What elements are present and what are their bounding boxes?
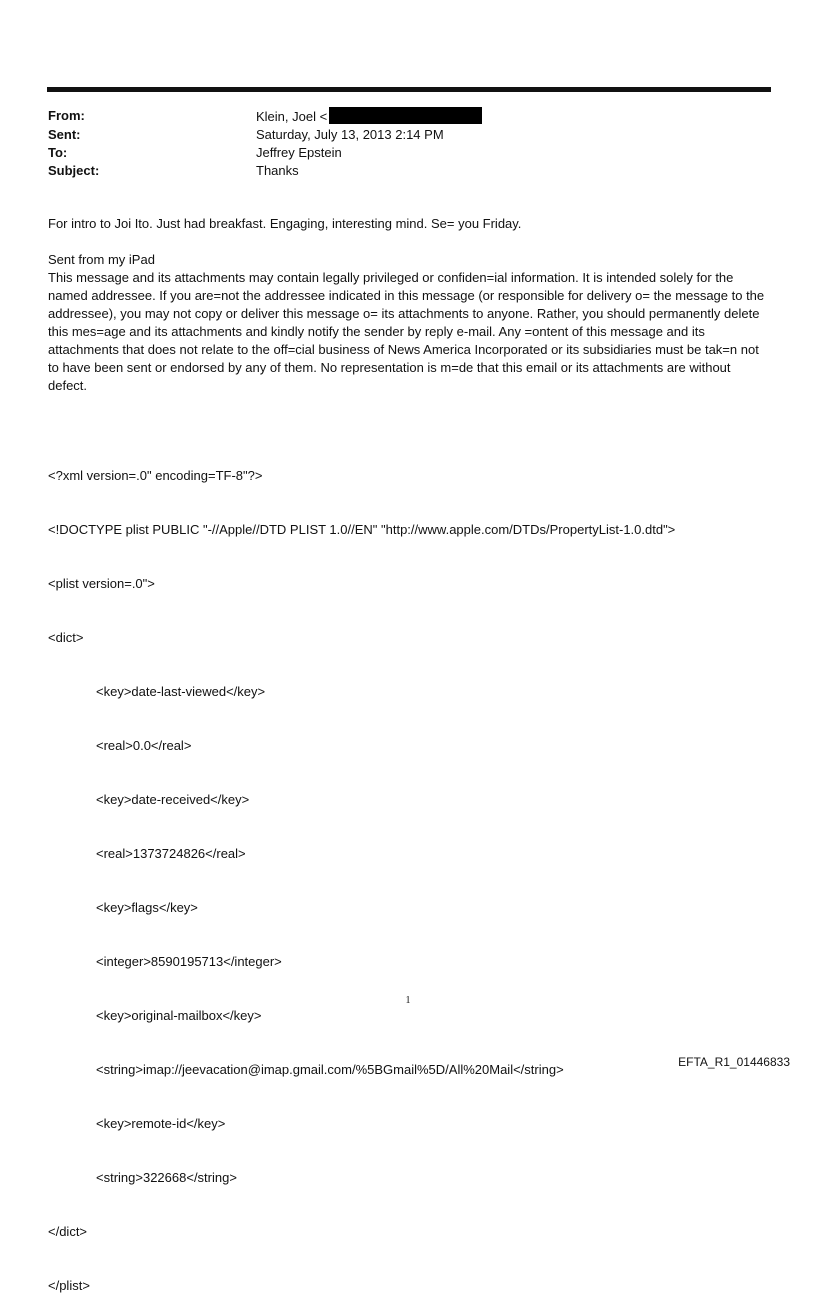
from-value <box>256 107 482 126</box>
sent-label: Sent: <box>48 127 81 142</box>
xml-line: <?xml version=.0" encoding=TF-8"?> <box>48 468 263 483</box>
from-name: Klein, Joel < <box>256 109 328 124</box>
xml-line: <string>322668</string> <box>96 1170 237 1185</box>
page-number: 1 <box>405 995 411 1006</box>
xml-line: <key>date-last-viewed</key> <box>96 684 266 699</box>
xml-line: <real>1373724826</real> <box>96 846 246 861</box>
document-id: EFTA_R1_01446833 <box>678 1055 790 1069</box>
email-header <box>48 107 482 180</box>
xml-line: <key>original-mailbox</key> <box>96 1008 262 1023</box>
redaction-box <box>329 107 482 124</box>
header-rule <box>47 87 771 92</box>
xml-line: <real>0.0</real> <box>96 738 192 753</box>
sent-row <box>48 126 482 144</box>
xml-line: </plist> <box>48 1278 90 1293</box>
to-row <box>48 144 482 162</box>
to-label: To: <box>48 145 68 160</box>
message-intro: For intro to Joi Ito. Just had breakfast. Engaging, interesting mind. Se= you Friday. <box>48 216 522 231</box>
xml-line: <key>flags</key> <box>96 900 198 915</box>
xml-line: <integer>8590195713</integer> <box>96 954 282 969</box>
xml-line: <key>remote-id</key> <box>96 1116 226 1131</box>
subject-label: Subject: <box>48 163 100 178</box>
sent-value: Saturday, July 13, 2013 2:14 PM <box>256 127 444 142</box>
xml-line: <string>imap://jeevacation@imap.gmail.com/%5BGmail%5D/All%20Mail</string> <box>96 1062 564 1077</box>
subject-row <box>48 162 482 180</box>
xml-line: <plist version=.0"> <box>48 576 155 591</box>
to-value: Jeffrey Epstein <box>256 145 342 160</box>
plist-xml-block <box>48 431 675 1313</box>
xml-line: </dict> <box>48 1224 88 1239</box>
subject-value: Thanks <box>256 163 299 178</box>
from-label: From: <box>48 108 85 123</box>
xml-line: <dict> <box>48 630 84 645</box>
sent-from-line: Sent from my iPad <box>48 252 155 267</box>
from-row <box>48 107 482 126</box>
xml-line: <key>date-received</key> <box>96 792 250 807</box>
xml-line: <!DOCTYPE plist PUBLIC "-//Apple//DTD PLIST 1.0//EN" "http://www.apple.com/DTDs/PropertyList-1.0.dtd"> <box>48 522 676 537</box>
legal-disclaimer: This message and its attachments may contain legally privileged or confiden=ial information. It is intended solely for the named addressee. If you are=not the addressee indicated in this message (or responsible for delivery o= the message to the addressee), you may not copy or deliver this message o= its attachments to anyone. Rather, you should permanently delete this mes=age and its attachments and kindly notify the sender by reply e-mail. Any =ontent of this message and its attachments that does not relate to the off=cial business of News America Incorporated or its subsidiaries must be tak=n not to have been sent or endorsed by any of them. No representation is m=de that this email or its attachments are without defect. <box>48 270 765 393</box>
